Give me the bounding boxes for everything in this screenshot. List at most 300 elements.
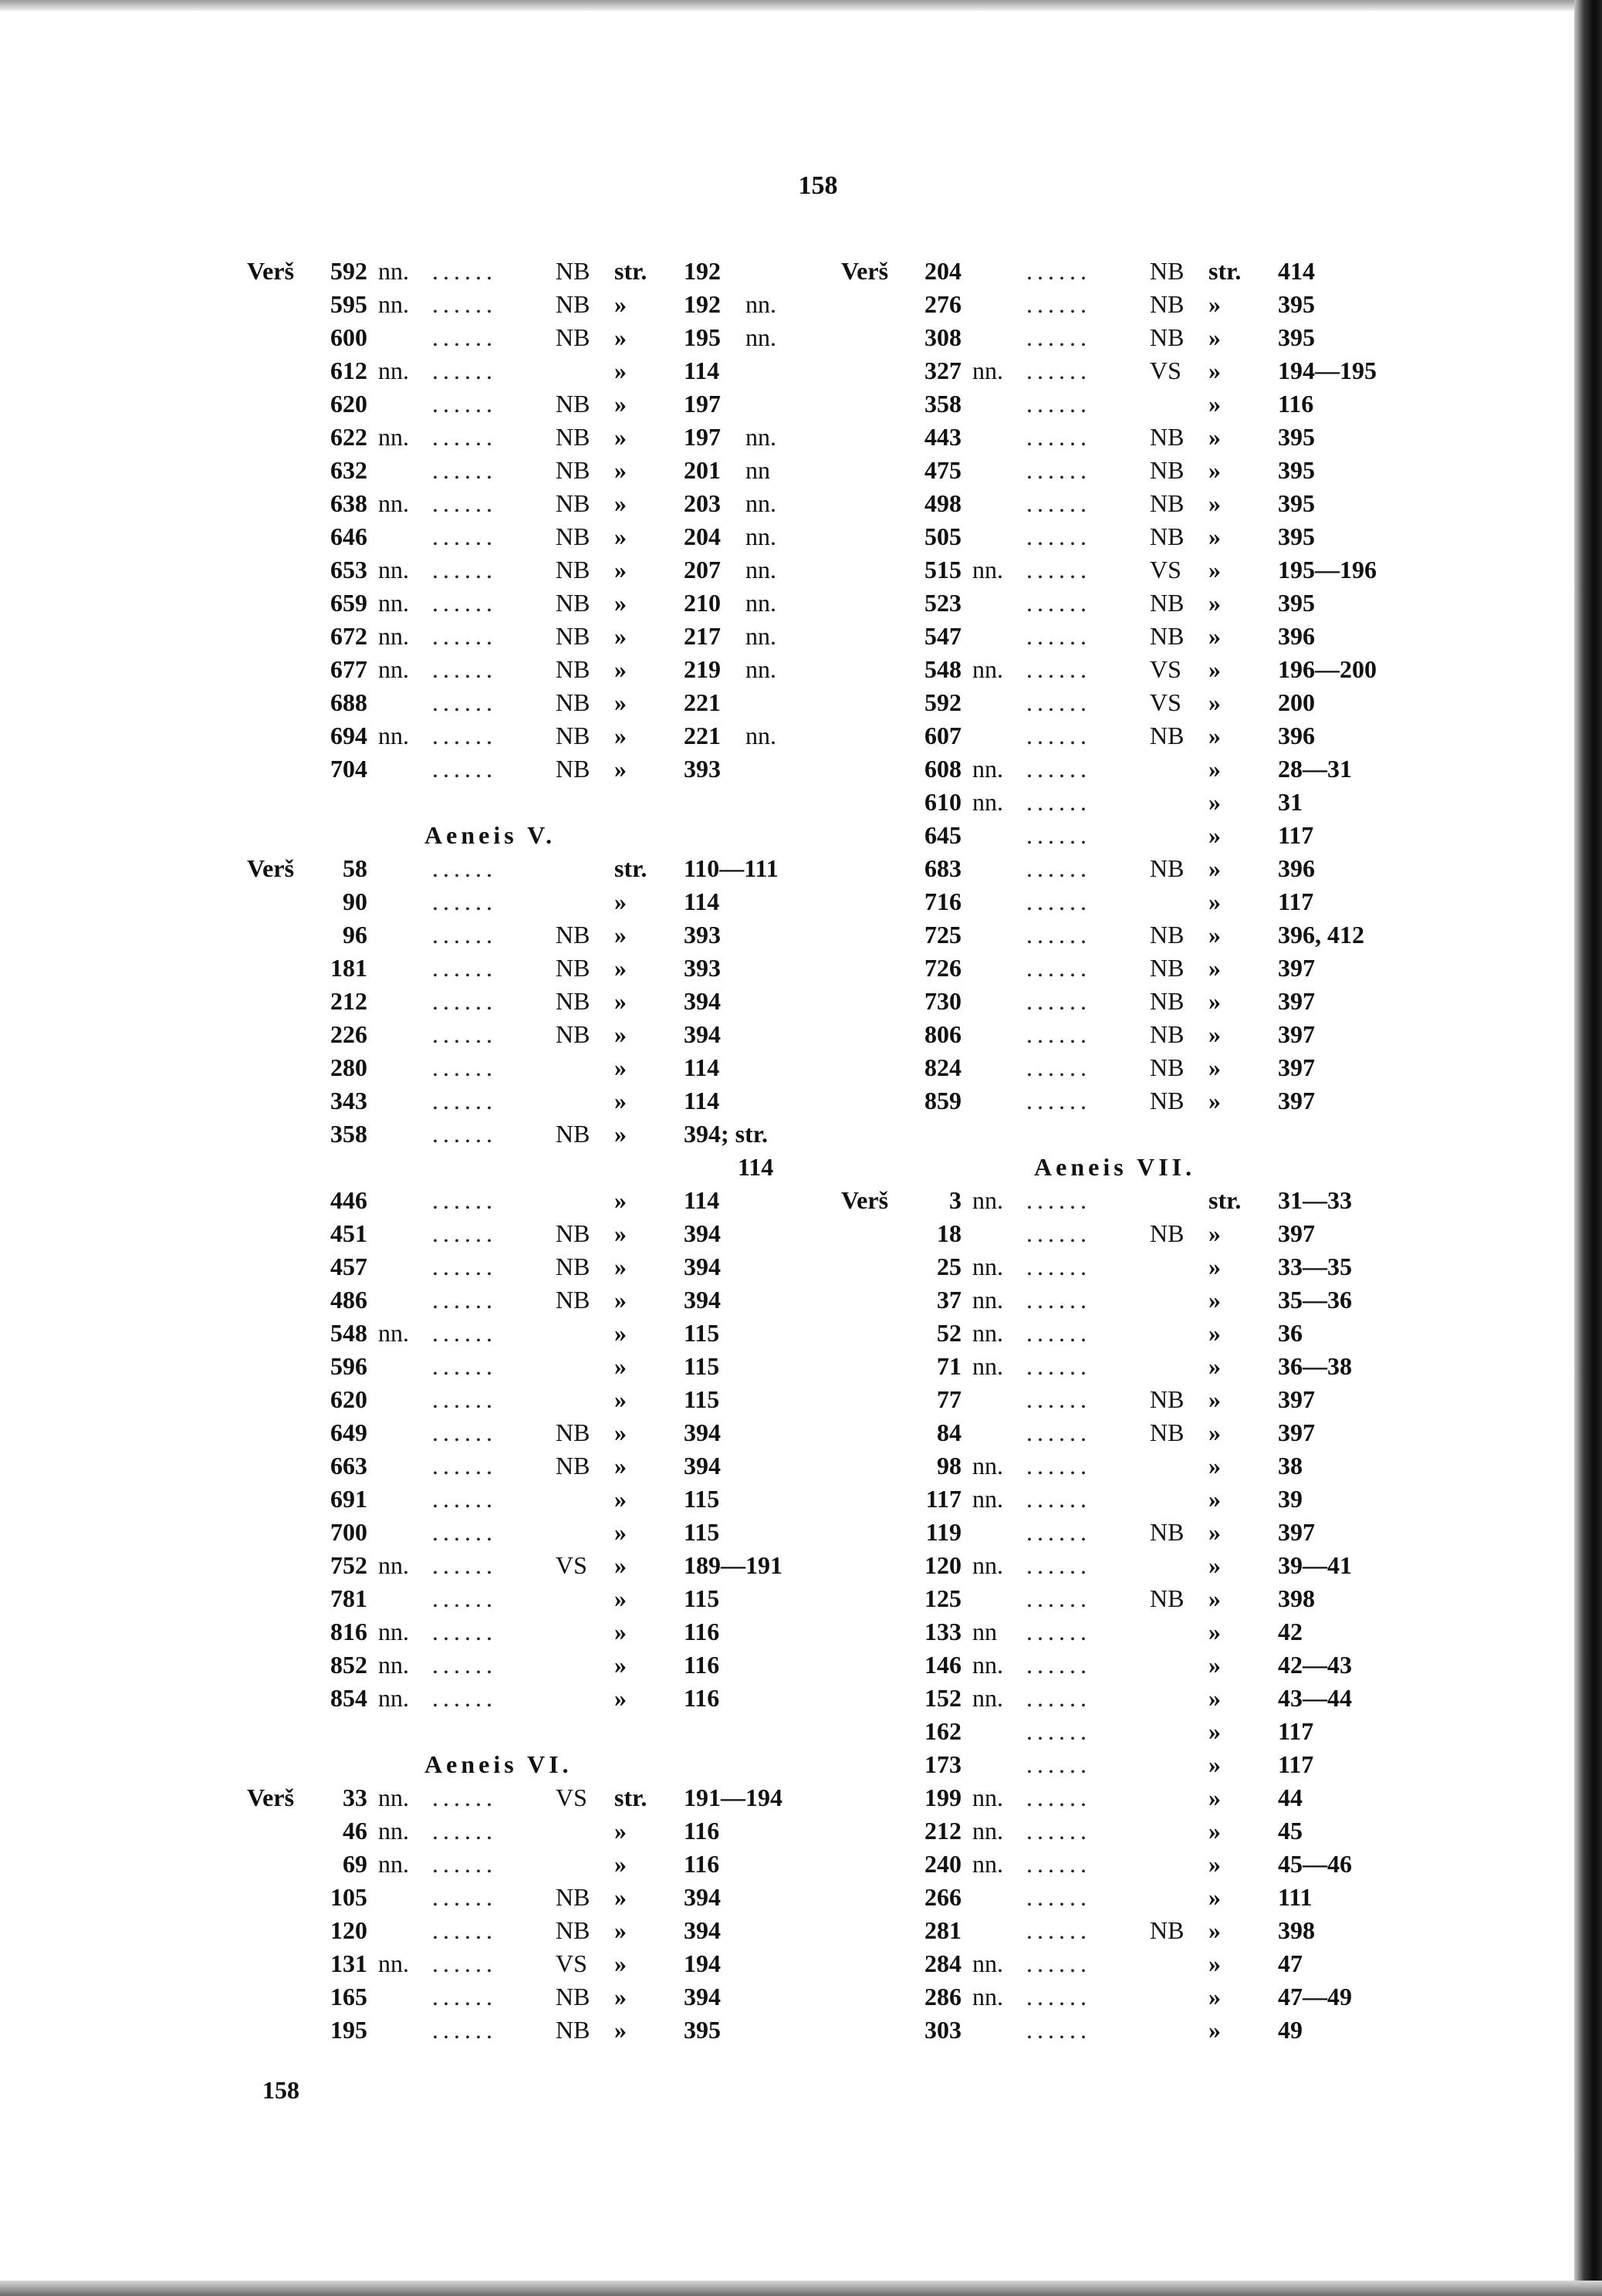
entry-source: NB: [556, 921, 590, 948]
entry-leader-dots: ......: [432, 1186, 497, 1214]
entry-leader-dots: ......: [1026, 1452, 1091, 1479]
entry-page: 200: [1278, 688, 1315, 716]
index-entry: [841, 421, 1428, 454]
entry-page-marker: »: [614, 1817, 627, 1845]
entry-verse-number: 691: [330, 1485, 367, 1513]
entry-page-marker: »: [1208, 722, 1221, 749]
entry-page-marker: »: [1208, 1850, 1221, 1878]
index-entry: [841, 852, 1428, 885]
entry-leader-dots: ......: [1026, 888, 1091, 915]
entry-source: NB: [1150, 522, 1185, 550]
entry-page-marker: »: [614, 722, 627, 749]
entry-source: NB: [556, 1219, 590, 1247]
index-entry: [841, 1250, 1428, 1283]
entry-page-marker: »: [1208, 755, 1221, 783]
index-entry: [841, 620, 1428, 653]
entry-verse-number: 69: [343, 1850, 367, 1878]
index-entry: [247, 1051, 833, 1084]
entry-leader-dots: ......: [1026, 1053, 1091, 1081]
blank-row: [247, 1715, 833, 1748]
entry-leader-dots: ......: [432, 423, 497, 451]
entry-leader-dots: ......: [1026, 1087, 1091, 1114]
entry-suffix: nn.: [378, 655, 409, 683]
entry-page-marker: »: [1208, 987, 1221, 1015]
entry-suffix: nn.: [378, 1651, 409, 1679]
entry-page-marker: »: [1208, 489, 1221, 517]
entry-page-marker: str.: [614, 257, 647, 285]
entry-page-marker: »: [614, 1518, 627, 1546]
entry-leader-dots: ......: [432, 1053, 497, 1081]
entry-page-marker: »: [614, 1120, 627, 1148]
entry-page-suffix: nn.: [745, 423, 776, 451]
entry-page: 47—49: [1278, 1983, 1352, 2010]
index-entry: [247, 719, 833, 752]
blank-row: [247, 786, 833, 819]
entry-suffix: nn.: [972, 755, 1003, 783]
entry-leader-dots: ......: [432, 1419, 497, 1446]
index-entry: [841, 354, 1428, 387]
entry-source: VS: [1150, 556, 1181, 583]
section-heading: [247, 1748, 833, 1781]
entry-verse-number: 610: [924, 788, 962, 816]
entry-suffix: nn.: [972, 1817, 1003, 1845]
index-entry: [247, 1350, 833, 1383]
entry-page: 116: [684, 1651, 720, 1679]
entry-page-marker: »: [1208, 1286, 1221, 1314]
entry-source: NB: [556, 987, 590, 1015]
entry-verse-number: 781: [330, 1584, 367, 1612]
index-entry: [841, 1682, 1428, 1715]
entry-leader-dots: ......: [432, 1850, 497, 1878]
entry-page: 394: [684, 1020, 721, 1048]
index-entry: [841, 487, 1428, 520]
entry-source: NB: [556, 1883, 590, 1911]
index-entry: [841, 1848, 1428, 1881]
entry-verse-label: Verš: [247, 257, 295, 285]
entry-leader-dots: ......: [432, 1916, 497, 1944]
entry-leader-dots: ......: [432, 854, 497, 882]
index-entry: [247, 1881, 833, 1914]
entry-page: 39: [1278, 1485, 1303, 1513]
entry-verse-number: 704: [330, 755, 367, 783]
entry-page: 111: [1278, 1883, 1313, 1911]
index-entry: [247, 985, 833, 1018]
entry-page-marker: »: [1208, 1684, 1221, 1712]
entry-suffix: nn.: [972, 1452, 1003, 1479]
entry-leader-dots: ......: [1026, 489, 1091, 517]
entry-leader-dots: ......: [432, 622, 497, 650]
entry-verse-number: 165: [330, 1983, 367, 2010]
entry-page: 116: [1278, 390, 1314, 418]
entry-page-marker: »: [614, 1551, 627, 1579]
entry-page-marker: »: [614, 1087, 627, 1114]
entry-page: 115: [684, 1319, 720, 1347]
entry-page: 393: [684, 755, 721, 783]
entry-verse-number: 18: [937, 1219, 962, 1247]
entry-page-marker: »: [614, 1020, 627, 1048]
entry-page-marker: »: [614, 1584, 627, 1612]
entry-page: 396: [1278, 722, 1315, 749]
entry-leader-dots: ......: [432, 1087, 497, 1114]
entry-page-marker: »: [614, 1286, 627, 1314]
entry-page: 194: [684, 1949, 721, 1977]
entry-verse-number: 646: [330, 522, 367, 550]
entry-leader-dots: ......: [432, 1983, 497, 2010]
entry-page: 221: [684, 688, 721, 716]
entry-verse-number: 98: [937, 1452, 962, 1479]
entry-page: 394: [684, 1983, 721, 2010]
entry-verse-number: 266: [924, 1883, 962, 1911]
entry-suffix: nn.: [972, 1684, 1003, 1712]
index-entry: [841, 1018, 1428, 1051]
entry-leader-dots: ......: [1026, 1916, 1091, 1944]
section-heading: [247, 819, 833, 852]
entry-page-marker: »: [1208, 1419, 1221, 1446]
entry-verse-number: 688: [330, 688, 367, 716]
entry-verse-number: 443: [924, 423, 962, 451]
entry-verse-number: 77: [937, 1385, 962, 1413]
entry-page: 189—191: [684, 1551, 782, 1579]
entry-page-marker: »: [614, 456, 627, 484]
entry-verse-number: 726: [924, 954, 962, 982]
index-entry: [247, 1848, 833, 1881]
index-entry: [841, 1615, 1428, 1648]
entry-source: NB: [1150, 257, 1185, 285]
entry-leader-dots: ......: [432, 290, 497, 318]
entry-leader-dots: ......: [432, 1385, 497, 1413]
entry-suffix: nn.: [972, 556, 1003, 583]
entry-source: NB: [556, 456, 590, 484]
index-entry: [247, 1250, 833, 1283]
entry-page-marker: »: [614, 2016, 627, 2044]
entry-leader-dots: ......: [432, 1618, 497, 1645]
index-entry: [247, 952, 833, 985]
entry-page-marker: »: [1208, 1253, 1221, 1280]
entry-leader-dots: ......: [1026, 1518, 1091, 1546]
entry-verse-number: 816: [330, 1618, 367, 1645]
entry-page-marker: »: [614, 423, 627, 451]
entry-source: NB: [1150, 1916, 1185, 1944]
entry-leader-dots: ......: [432, 257, 497, 285]
entry-leader-dots: ......: [1026, 788, 1091, 816]
entry-leader-dots: ......: [1026, 1750, 1091, 1778]
page-footer-number: 158: [262, 2076, 299, 2104]
entry-leader-dots: ......: [1026, 390, 1091, 418]
entry-page-marker: »: [614, 323, 627, 351]
entry-source: NB: [1150, 1020, 1185, 1048]
entry-page-marker: »: [614, 1850, 627, 1878]
index-entry: [247, 1549, 833, 1582]
entry-page: 195—196: [1278, 556, 1377, 583]
entry-verse-number: 52: [937, 1319, 962, 1347]
entry-page: 44: [1278, 1784, 1303, 1811]
entry-page: 397: [1278, 1053, 1315, 1081]
entry-page: 117: [1278, 1750, 1314, 1778]
entry-page-marker: »: [1208, 1452, 1221, 1479]
entry-page: 38: [1278, 1452, 1303, 1479]
entry-page-marker: »: [614, 1419, 627, 1446]
index-entry: [841, 288, 1428, 321]
entry-leader-dots: ......: [432, 722, 497, 749]
entry-source: NB: [1150, 423, 1185, 451]
entry-page: 397: [1278, 1419, 1315, 1446]
entry-leader-dots: ......: [1026, 1219, 1091, 1247]
entry-suffix: nn.: [972, 1352, 1003, 1380]
section-heading: [841, 1151, 1428, 1184]
entry-source: NB: [1150, 954, 1185, 982]
entry-page-marker: »: [614, 489, 627, 517]
section-heading-text: Aeneis VII.: [1034, 1153, 1196, 1181]
entry-source: VS: [1150, 357, 1181, 384]
entry-leader-dots: ......: [432, 1219, 497, 1247]
entry-leader-dots: ......: [432, 921, 497, 948]
entry-page-marker: »: [614, 522, 627, 550]
entry-page-suffix: nn: [745, 456, 770, 484]
entry-source: NB: [556, 755, 590, 783]
entry-verse-number: 592: [924, 688, 962, 716]
entry-page: 191—194: [684, 1784, 782, 1811]
entry-source: VS: [556, 1949, 587, 1977]
entry-suffix: nn.: [378, 1319, 409, 1347]
entry-verse-number: 71: [937, 1352, 962, 1380]
index-entry: [841, 1350, 1428, 1383]
entry-page: 203: [684, 489, 721, 517]
entry-page-marker: »: [614, 1352, 627, 1380]
entry-leader-dots: ......: [1026, 1684, 1091, 1712]
entry-leader-dots: ......: [1026, 1419, 1091, 1446]
entry-page: 110—111: [684, 854, 779, 882]
entry-page-marker: »: [614, 954, 627, 982]
entry-suffix: nn.: [972, 1949, 1003, 1977]
entry-page: 397: [1278, 1087, 1315, 1114]
entry-page-marker: str.: [614, 854, 647, 882]
entry-page: 394: [684, 1219, 721, 1247]
entry-verse-number: 358: [330, 1120, 367, 1148]
entry-page-marker: »: [1208, 1883, 1221, 1911]
entry-page-marker: »: [1208, 2016, 1221, 2044]
entry-leader-dots: ......: [432, 390, 497, 418]
scan-top-edge: [0, 0, 1602, 11]
entry-leader-dots: ......: [432, 1485, 497, 1513]
entry-leader-dots: ......: [1026, 655, 1091, 683]
entry-page: 394: [684, 1253, 721, 1280]
entry-verse-number: 548: [924, 655, 962, 683]
entry-source: NB: [1150, 1053, 1185, 1081]
entry-verse-number: 725: [924, 921, 962, 948]
entry-verse-number: 486: [330, 1286, 367, 1314]
entry-source: NB: [556, 1020, 590, 1048]
entry-suffix: nn.: [972, 1551, 1003, 1579]
entry-verse-number: 854: [330, 1684, 367, 1712]
entry-page: 115: [684, 1584, 720, 1612]
entry-page-marker: »: [614, 1684, 627, 1712]
entry-leader-dots: ......: [1026, 2016, 1091, 2044]
entry-leader-dots: ......: [432, 323, 497, 351]
entry-leader-dots: ......: [1026, 257, 1091, 285]
entry-verse-label: Verš: [841, 1186, 889, 1214]
entry-suffix: nn.: [378, 290, 409, 318]
entry-verse-number: 457: [330, 1253, 367, 1280]
entry-verse-number: 694: [330, 722, 367, 749]
entry-page: 394; str.: [684, 1120, 769, 1148]
entry-page: 36—38: [1278, 1352, 1352, 1380]
entry-source: NB: [1150, 1419, 1185, 1446]
entry-verse-number: 523: [924, 589, 962, 617]
entry-page-marker: »: [614, 622, 627, 650]
index-entry: [247, 1781, 833, 1814]
entry-verse-number: 204: [924, 257, 962, 285]
entry-leader-dots: ......: [432, 1518, 497, 1546]
index-entry: [247, 1814, 833, 1848]
entry-source: NB: [556, 622, 590, 650]
entry-verse-number: 280: [330, 1053, 367, 1081]
entry-suffix: nn.: [972, 1983, 1003, 2010]
entry-source: NB: [1150, 290, 1185, 318]
entry-source: NB: [556, 522, 590, 550]
entry-page-marker: »: [614, 1385, 627, 1413]
entry-suffix: nn.: [378, 1784, 409, 1811]
entry-verse-number: 181: [330, 954, 367, 982]
entry-suffix: nn.: [972, 1784, 1003, 1811]
entry-page-marker: »: [1208, 1219, 1221, 1247]
entry-suffix: nn.: [972, 655, 1003, 683]
entry-leader-dots: ......: [1026, 1352, 1091, 1380]
entry-leader-dots: ......: [1026, 290, 1091, 318]
entry-verse-number: 653: [330, 556, 367, 583]
entry-verse-number: 286: [924, 1983, 962, 2010]
entry-page-marker: str.: [614, 1784, 647, 1811]
entry-verse-number: 195: [330, 2016, 367, 2044]
entry-leader-dots: ......: [1026, 688, 1091, 716]
index-entry: [247, 1483, 833, 1516]
entry-leader-dots: ......: [1026, 1551, 1091, 1579]
entry-page: 31: [1278, 788, 1303, 816]
entry-page-marker: str.: [1208, 257, 1242, 285]
continuation-row: [247, 1151, 833, 1184]
entry-leader-dots: ......: [432, 1949, 497, 1977]
entry-page: 116: [684, 1684, 720, 1712]
entry-verse-number: 716: [924, 888, 962, 915]
entry-verse-number: 327: [924, 357, 962, 384]
entry-verse-number: 120: [330, 1916, 367, 1944]
entry-page-marker: »: [1208, 954, 1221, 982]
entry-page-marker: »: [614, 357, 627, 384]
entry-source: NB: [1150, 1219, 1185, 1247]
entry-verse-number: 612: [330, 357, 367, 384]
entry-page: 45: [1278, 1817, 1303, 1845]
entry-page-marker: »: [614, 1053, 627, 1081]
entry-page-marker: »: [614, 1983, 627, 2010]
entry-source: NB: [556, 556, 590, 583]
index-entry: [841, 1582, 1428, 1615]
index-entry: [247, 1184, 833, 1217]
entry-page: 115: [684, 1352, 720, 1380]
entry-suffix: nn.: [378, 1850, 409, 1878]
entry-verse-number: 226: [330, 1020, 367, 1048]
index-entry: [841, 387, 1428, 421]
entry-verse-number: 607: [924, 722, 962, 749]
entry-page-marker: »: [1208, 1784, 1221, 1811]
entry-verse-number: 547: [924, 622, 962, 650]
entry-suffix: nn.: [378, 423, 409, 451]
entry-leader-dots: ......: [432, 2016, 497, 2044]
entry-verse-number: 173: [924, 1750, 962, 1778]
entry-page: 117: [1278, 888, 1314, 915]
entry-page-marker: »: [1208, 1319, 1221, 1347]
index-entry: [841, 918, 1428, 952]
entry-page: 117: [1278, 1717, 1314, 1745]
entry-verse-number: 358: [924, 390, 962, 418]
entry-page: 42: [1278, 1618, 1303, 1645]
entry-verse-label: Verš: [841, 257, 889, 285]
entry-verse-number: 281: [924, 1916, 962, 1944]
index-entry: [841, 1383, 1428, 1416]
entry-leader-dots: ......: [432, 589, 497, 617]
index-entry: [841, 1748, 1428, 1781]
entry-leader-dots: ......: [432, 1253, 497, 1280]
entry-page-marker: »: [1208, 921, 1221, 948]
entry-leader-dots: ......: [432, 1286, 497, 1314]
entry-page: 396: [1278, 622, 1315, 650]
entry-leader-dots: ......: [1026, 423, 1091, 451]
index-entry: [841, 553, 1428, 587]
entry-page: 114: [684, 1053, 720, 1081]
entry-page: 115: [684, 1485, 720, 1513]
index-entry: [247, 454, 833, 487]
entry-leader-dots: ......: [1026, 1651, 1091, 1679]
entry-page: 393: [684, 921, 721, 948]
entry-page-marker: »: [1208, 1551, 1221, 1579]
entry-verse-number: 475: [924, 456, 962, 484]
entry-source: NB: [556, 1916, 590, 1944]
index-entry: [247, 354, 833, 387]
entry-verse-number: 620: [330, 390, 367, 418]
entry-page: 42—43: [1278, 1651, 1352, 1679]
entry-verse-number: 146: [924, 1651, 962, 1679]
entry-page: 197: [684, 423, 721, 451]
entry-suffix: nn.: [972, 1850, 1003, 1878]
entry-verse-number: 33: [343, 1784, 367, 1811]
entry-page: 33—35: [1278, 1253, 1352, 1280]
entry-leader-dots: ......: [1026, 755, 1091, 783]
entry-page-suffix: nn.: [745, 522, 776, 550]
entry-page-marker: »: [1208, 688, 1221, 716]
entry-page: 395: [1278, 456, 1315, 484]
entry-source: NB: [556, 390, 590, 418]
entry-verse-number: 595: [330, 290, 367, 318]
entry-source: NB: [1150, 622, 1185, 650]
entry-page: 219: [684, 655, 721, 683]
entry-page: 395: [1278, 489, 1315, 517]
index-entry: [841, 786, 1428, 819]
index-entry: [247, 918, 833, 952]
index-entry: [247, 1648, 833, 1682]
index-entry: [841, 686, 1428, 719]
entry-page: 397: [1278, 1020, 1315, 1048]
entry-page: 197: [684, 390, 721, 418]
index-entry: [841, 1980, 1428, 2014]
entry-verse-number: 505: [924, 522, 962, 550]
entry-verse-number: 240: [924, 1850, 962, 1878]
entry-page-marker: »: [614, 1618, 627, 1645]
entry-page-marker: »: [614, 1219, 627, 1247]
entry-source: VS: [556, 1784, 587, 1811]
entry-page-marker: »: [614, 290, 627, 318]
entry-page: 396, 412: [1278, 921, 1364, 948]
blank-row: [841, 1118, 1428, 1151]
entry-source: NB: [556, 688, 590, 716]
scan-bottom-edge: [0, 2281, 1602, 2296]
